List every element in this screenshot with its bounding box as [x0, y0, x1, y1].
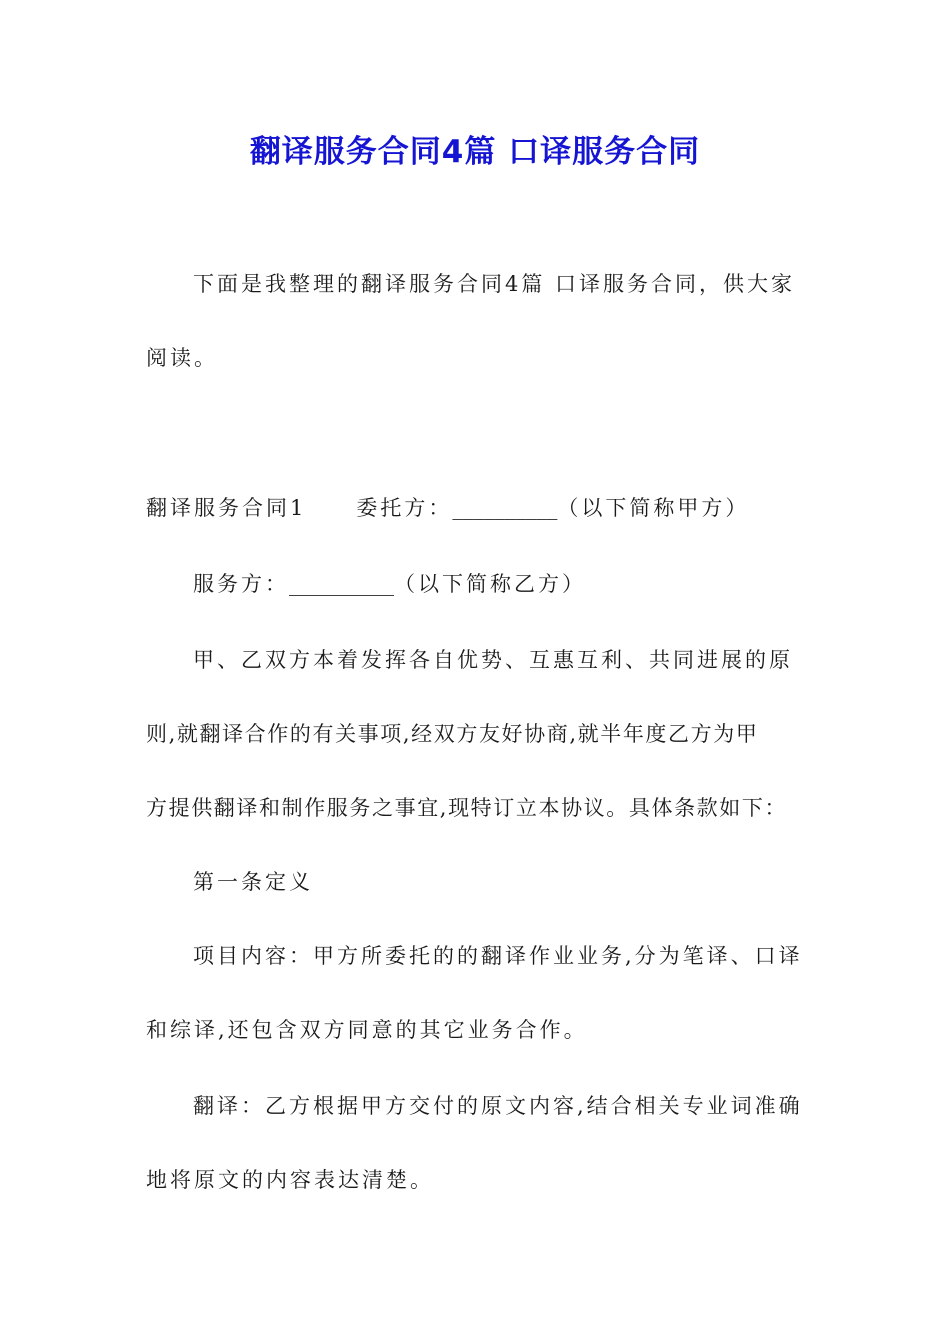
- provider-line: [193, 566, 818, 602]
- intro-line-2: 阅读。: [146, 346, 218, 370]
- preamble-line-2: 则,就翻译合作的有关事项,经双方友好协商,就半年度乙方为甲: [146, 722, 759, 746]
- article-1-heading: 第一条定义: [193, 870, 313, 894]
- preamble-line-1: 甲、乙双方本着发挥各自优势、互惠互利、共同进展的原: [193, 648, 793, 672]
- document-title: 翻译服务合同4篇 口译服务合同: [249, 134, 701, 170]
- project-content-line-2: 和综译,还包含双方同意的其它业务合作。: [146, 1018, 588, 1042]
- provider-blank: __________: [289, 572, 394, 596]
- provider-note: （以下简称乙方）: [394, 572, 586, 596]
- provider-label: 服务方：: [193, 572, 289, 596]
- translation-def-line-2: 地将原文的内容表达清楚。: [146, 1168, 434, 1192]
- contract-heading-line: [146, 490, 816, 526]
- client-label: 委托方：: [356, 496, 453, 520]
- contract-title: 翻译服务合同1: [146, 496, 307, 520]
- intro-line-1: 下面是我整理的翻译服务合同4篇 口译服务合同，供大家: [193, 272, 796, 296]
- preamble-line-3: 方提供翻译和制作服务之事宜,现特订立本协议。具体条款如下：: [146, 796, 788, 820]
- client-blank: __________: [452, 496, 558, 520]
- client-note: （以下简称甲方）: [557, 496, 750, 520]
- translation-def-line-1: 翻译：乙方根据甲方交付的原文内容,结合相关专业词准确: [193, 1094, 803, 1118]
- project-content-line-1: 项目内容：甲方所委托的的翻译作业业务,分为笔译、口译: [193, 944, 803, 968]
